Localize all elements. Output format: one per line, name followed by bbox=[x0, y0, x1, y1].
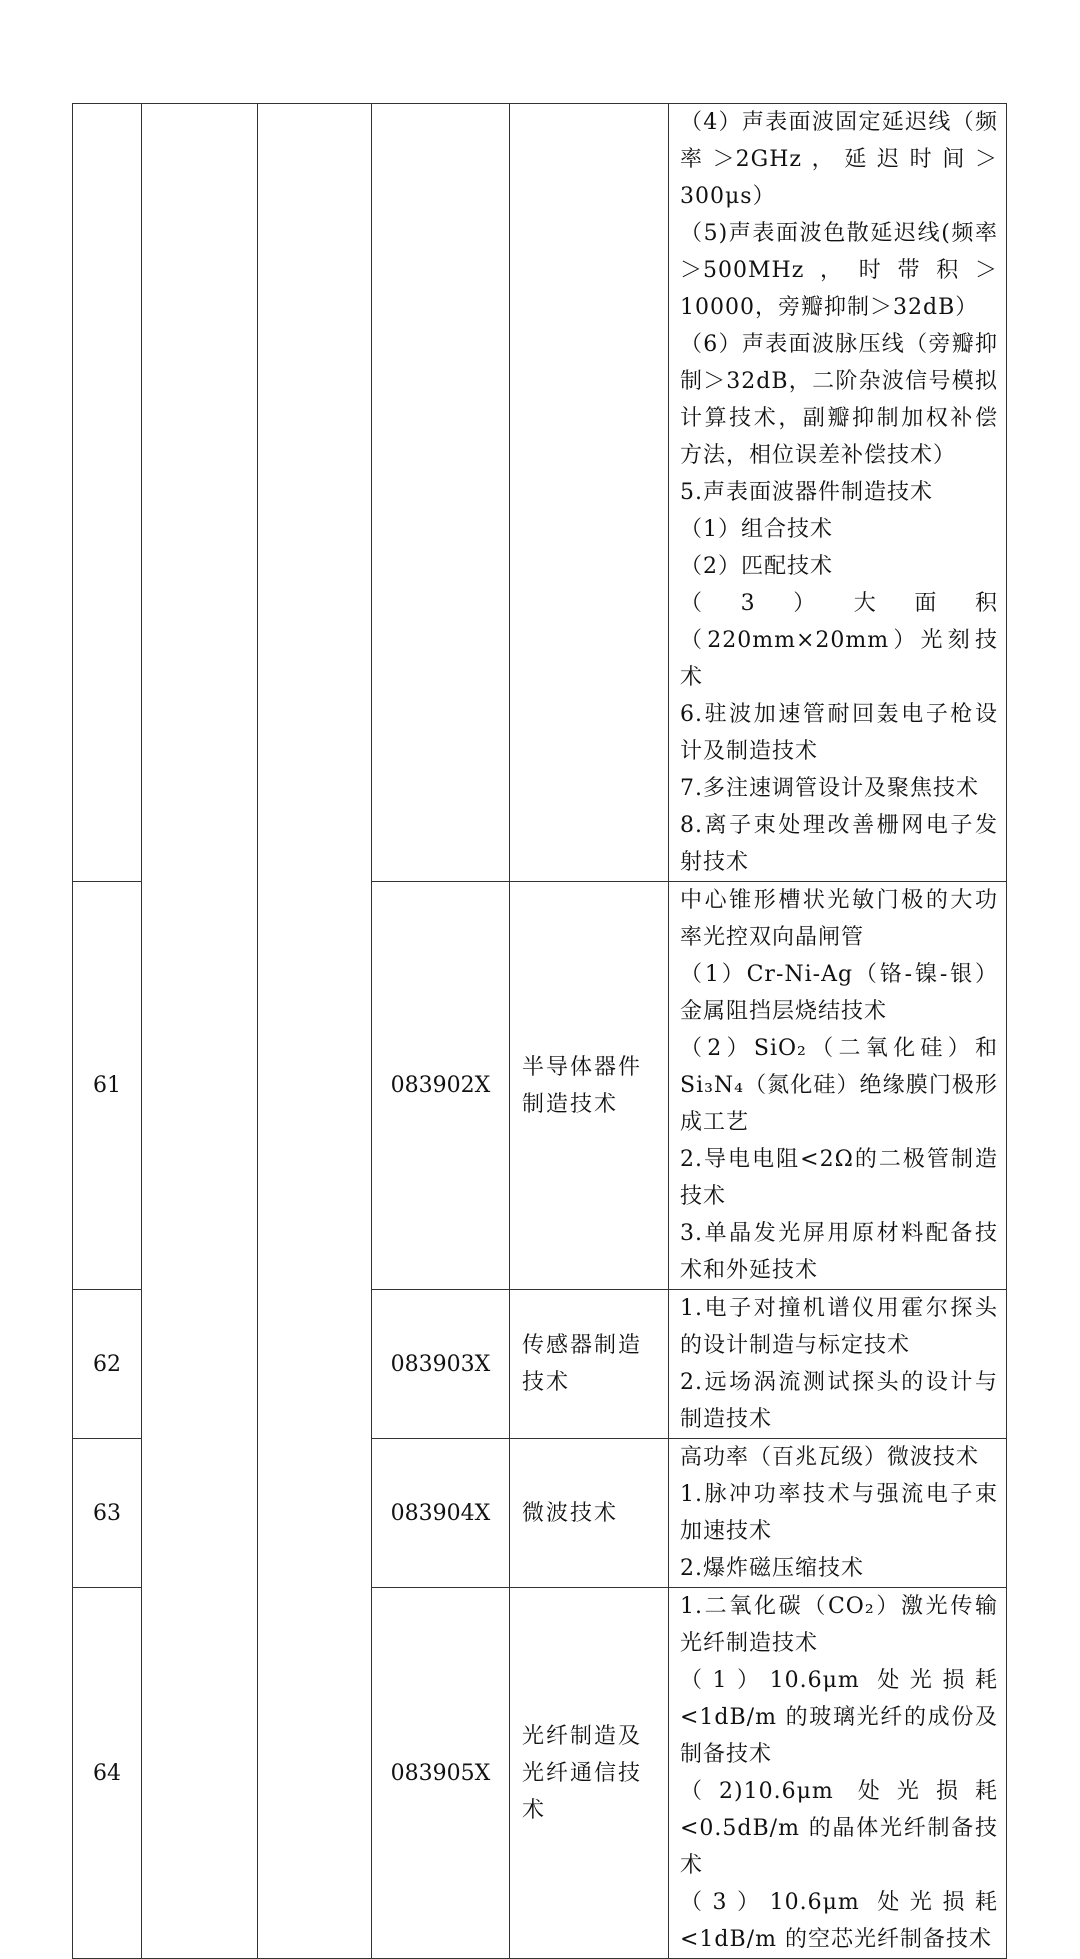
tech-name bbox=[510, 104, 669, 882]
content-line: 1.脉冲功率技术与强流电子束加速技术 bbox=[680, 1482, 998, 1544]
tech-name: 传感器制造技术 bbox=[510, 1290, 669, 1439]
tech-code: 083903X bbox=[372, 1290, 510, 1439]
content-line: （3）10.6μm 处光损耗<1dB/m 的空芯光纤制备技术 bbox=[680, 1890, 998, 1952]
subcategory-cell bbox=[258, 104, 372, 1959]
tech-content bbox=[669, 1439, 1007, 1588]
content-line: （1）组合技术 bbox=[680, 517, 833, 542]
content-line: （5)声表面波色散延迟线(频率＞500MHz，时带积＞10000，旁瓣抑制＞32dB） bbox=[680, 221, 998, 320]
table-row bbox=[73, 104, 1007, 882]
content-line: 2.爆炸磁压缩技术 bbox=[680, 1556, 864, 1581]
content-line: 3.单晶发光屏用原材料配备技术和外延技术 bbox=[680, 1221, 998, 1283]
content-line: （1）10.6μm 处光损耗<1dB/m 的玻璃光纤的成份及制备技术 bbox=[680, 1668, 998, 1767]
tech-content bbox=[669, 104, 1007, 882]
row-number: 63 bbox=[73, 1439, 142, 1588]
tech-code bbox=[372, 104, 510, 882]
content-line: 2.导电电阻<2Ω的二极管制造技术 bbox=[680, 1147, 998, 1209]
row-number: 64 bbox=[73, 1588, 142, 1959]
row-number: 62 bbox=[73, 1290, 142, 1439]
content-line: （2)10.6μm 处光损耗<0.5dB/m 的晶体光纤制备技术 bbox=[680, 1779, 998, 1878]
content-line: （3）大面积（220mm×20mm）光刻技术 bbox=[680, 591, 998, 690]
content-line: （2）SiO₂（二氧化硅）和 Si₃N₄（氮化硅）绝缘膜门极形成工艺 bbox=[680, 1036, 998, 1135]
row-number bbox=[73, 104, 142, 882]
tech-content bbox=[669, 1588, 1007, 1959]
tech-code: 083904X bbox=[372, 1439, 510, 1588]
content-line: 5.声表面波器件制造技术 bbox=[680, 480, 933, 505]
row-number: 61 bbox=[73, 882, 142, 1290]
tech-code: 083902X bbox=[372, 882, 510, 1290]
tech-content bbox=[669, 882, 1007, 1290]
content-line: 1.二氧化碳（CO₂）激光传输光纤制造技术 bbox=[680, 1594, 998, 1656]
content-line: （6）声表面波脉压线（旁瓣抑制＞32dB，二阶杂波信号模拟计算技术，副瓣抑制加权补偿方法，相位误差补偿技术） bbox=[680, 332, 998, 468]
content-line: （1）Cr-Ni-Ag（铬-镍-银）金属阻挡层烧结技术 bbox=[680, 962, 998, 1024]
content-line: 7.多注速调管设计及聚焦技术 bbox=[680, 776, 979, 801]
technology-table bbox=[72, 103, 1007, 1959]
content-line: 1.电子对撞机谱仪用霍尔探头的设计制造与标定技术 bbox=[680, 1296, 998, 1358]
content-line: 8.离子束处理改善栅网电子发射技术 bbox=[680, 813, 998, 875]
category-cell bbox=[142, 104, 258, 1959]
content-line: 高功率（百兆瓦级）微波技术 bbox=[680, 1445, 980, 1470]
tech-content bbox=[669, 1290, 1007, 1439]
content-line: （4）声表面波固定延迟线（频率＞2GHz，延迟时间＞300μs） bbox=[680, 110, 998, 209]
content-line: （2）匹配技术 bbox=[680, 554, 833, 579]
content-line: 6.驻波加速管耐回轰电子枪设计及制造技术 bbox=[680, 702, 998, 764]
tech-name: 微波技术 bbox=[510, 1439, 669, 1588]
tech-code: 083905X bbox=[372, 1588, 510, 1959]
content-line: 中心锥形槽状光敏门极的大功率光控双向晶闸管 bbox=[680, 888, 998, 950]
tech-name: 光纤制造及光纤通信技术 bbox=[510, 1588, 669, 1959]
content-line: 2.远场涡流测试探头的设计与制造技术 bbox=[680, 1370, 998, 1432]
tech-name: 半导体器件制造技术 bbox=[510, 882, 669, 1290]
